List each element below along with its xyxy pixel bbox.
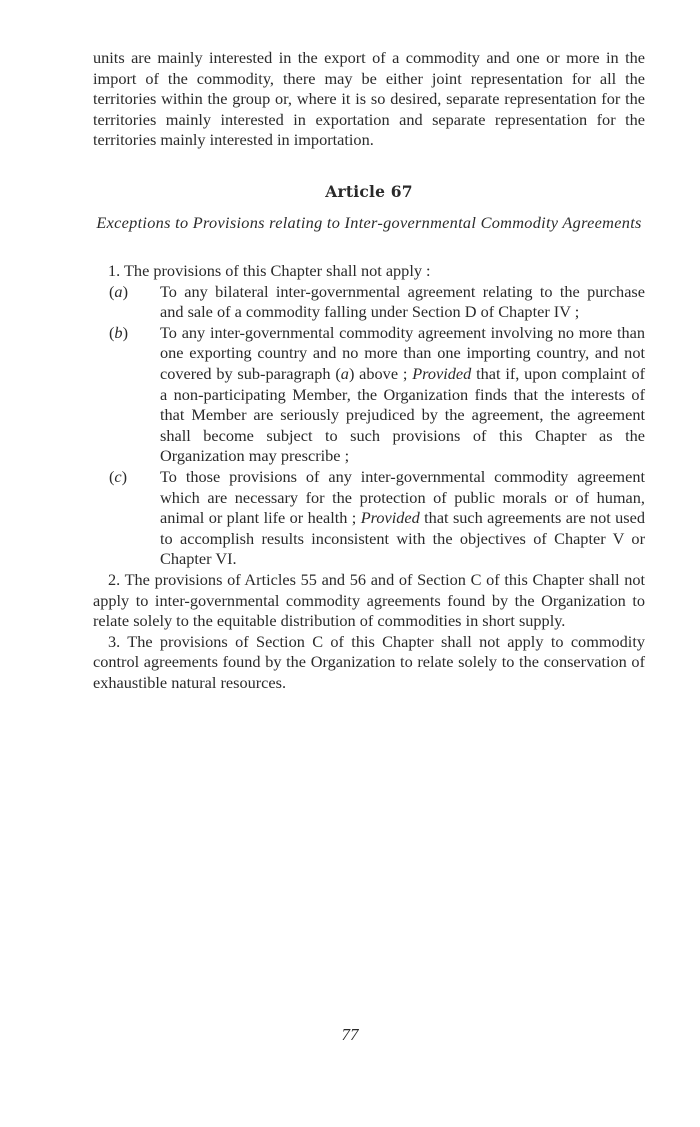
paragraph-2: 2. The provisions of Articles 55 and 56 and of Section C of this Chapter shall not apply to inter-governmental commodity agreements found by the Organization to relate solely to the equitable distribution of commodities in short supply. (93, 569, 645, 631)
paragraph-1-intro: 1. The provisions of this Chapter shall not apply : (108, 261, 431, 280)
list-item-c-text: To those provisions of any inter-governmental commodity agreement which are necessary for the protection of public morals or of human, animal or plant life or health ; Provided that such agreements are not used to accomplish results inconsistent with the objectives of Chapter V or Chapter VI. (160, 466, 645, 569)
article-body (93, 261, 645, 693)
paragraph-3: 3. The provisions of Section C of this Chapter shall not apply to commodity control agreements found by the Organization to relate solely to the conservation of exhaustible natural resources. (93, 631, 645, 692)
provided-term: Provided (360, 508, 420, 528)
article-heading-text: Exceptions to Provisions relating to Inter-governmental Commodity Agreements (96, 213, 642, 232)
list-item-c (93, 467, 645, 570)
intro-block (93, 48, 645, 151)
article-heading (93, 213, 645, 234)
list-item-a (93, 282, 645, 323)
list-item-a-text: To any bilateral inter-governmental agreement relating to the purchase and sale of a commodity falling under Section D of Chapter IV ; (160, 281, 645, 322)
article-title: Article 67 (325, 182, 413, 201)
provided-term: Provided (412, 363, 472, 383)
list-item-b-label: (b) (109, 322, 128, 342)
intro-paragraph: units are mainly interested in the export of a commodity and one or more in the import of the commodity, there may be either joint representation for all the territories within the group or, where it is so desired, separate representation for the territories mainly interested in exportation and separate representation for the territories mainly interested in importation. (93, 48, 645, 150)
list-item-a-label: (a) (109, 281, 128, 301)
page-number: 77 (341, 1025, 359, 1044)
list-item-c-label: (c) (109, 466, 128, 486)
list-item-b-text: To any inter-governmental commodity agreement involving no more than one exporting country and no more than one importing country, and not covered by sub-paragraph (a) above ; Provided that if, upon complaint of a non-participating Member, the Organization finds that the interests of that Member are seriously prejudiced by the agreement, the agreement shall become subject to such provisions of this Chapter as the Organization may prescribe ; (160, 322, 646, 466)
list-item-b (93, 323, 645, 467)
